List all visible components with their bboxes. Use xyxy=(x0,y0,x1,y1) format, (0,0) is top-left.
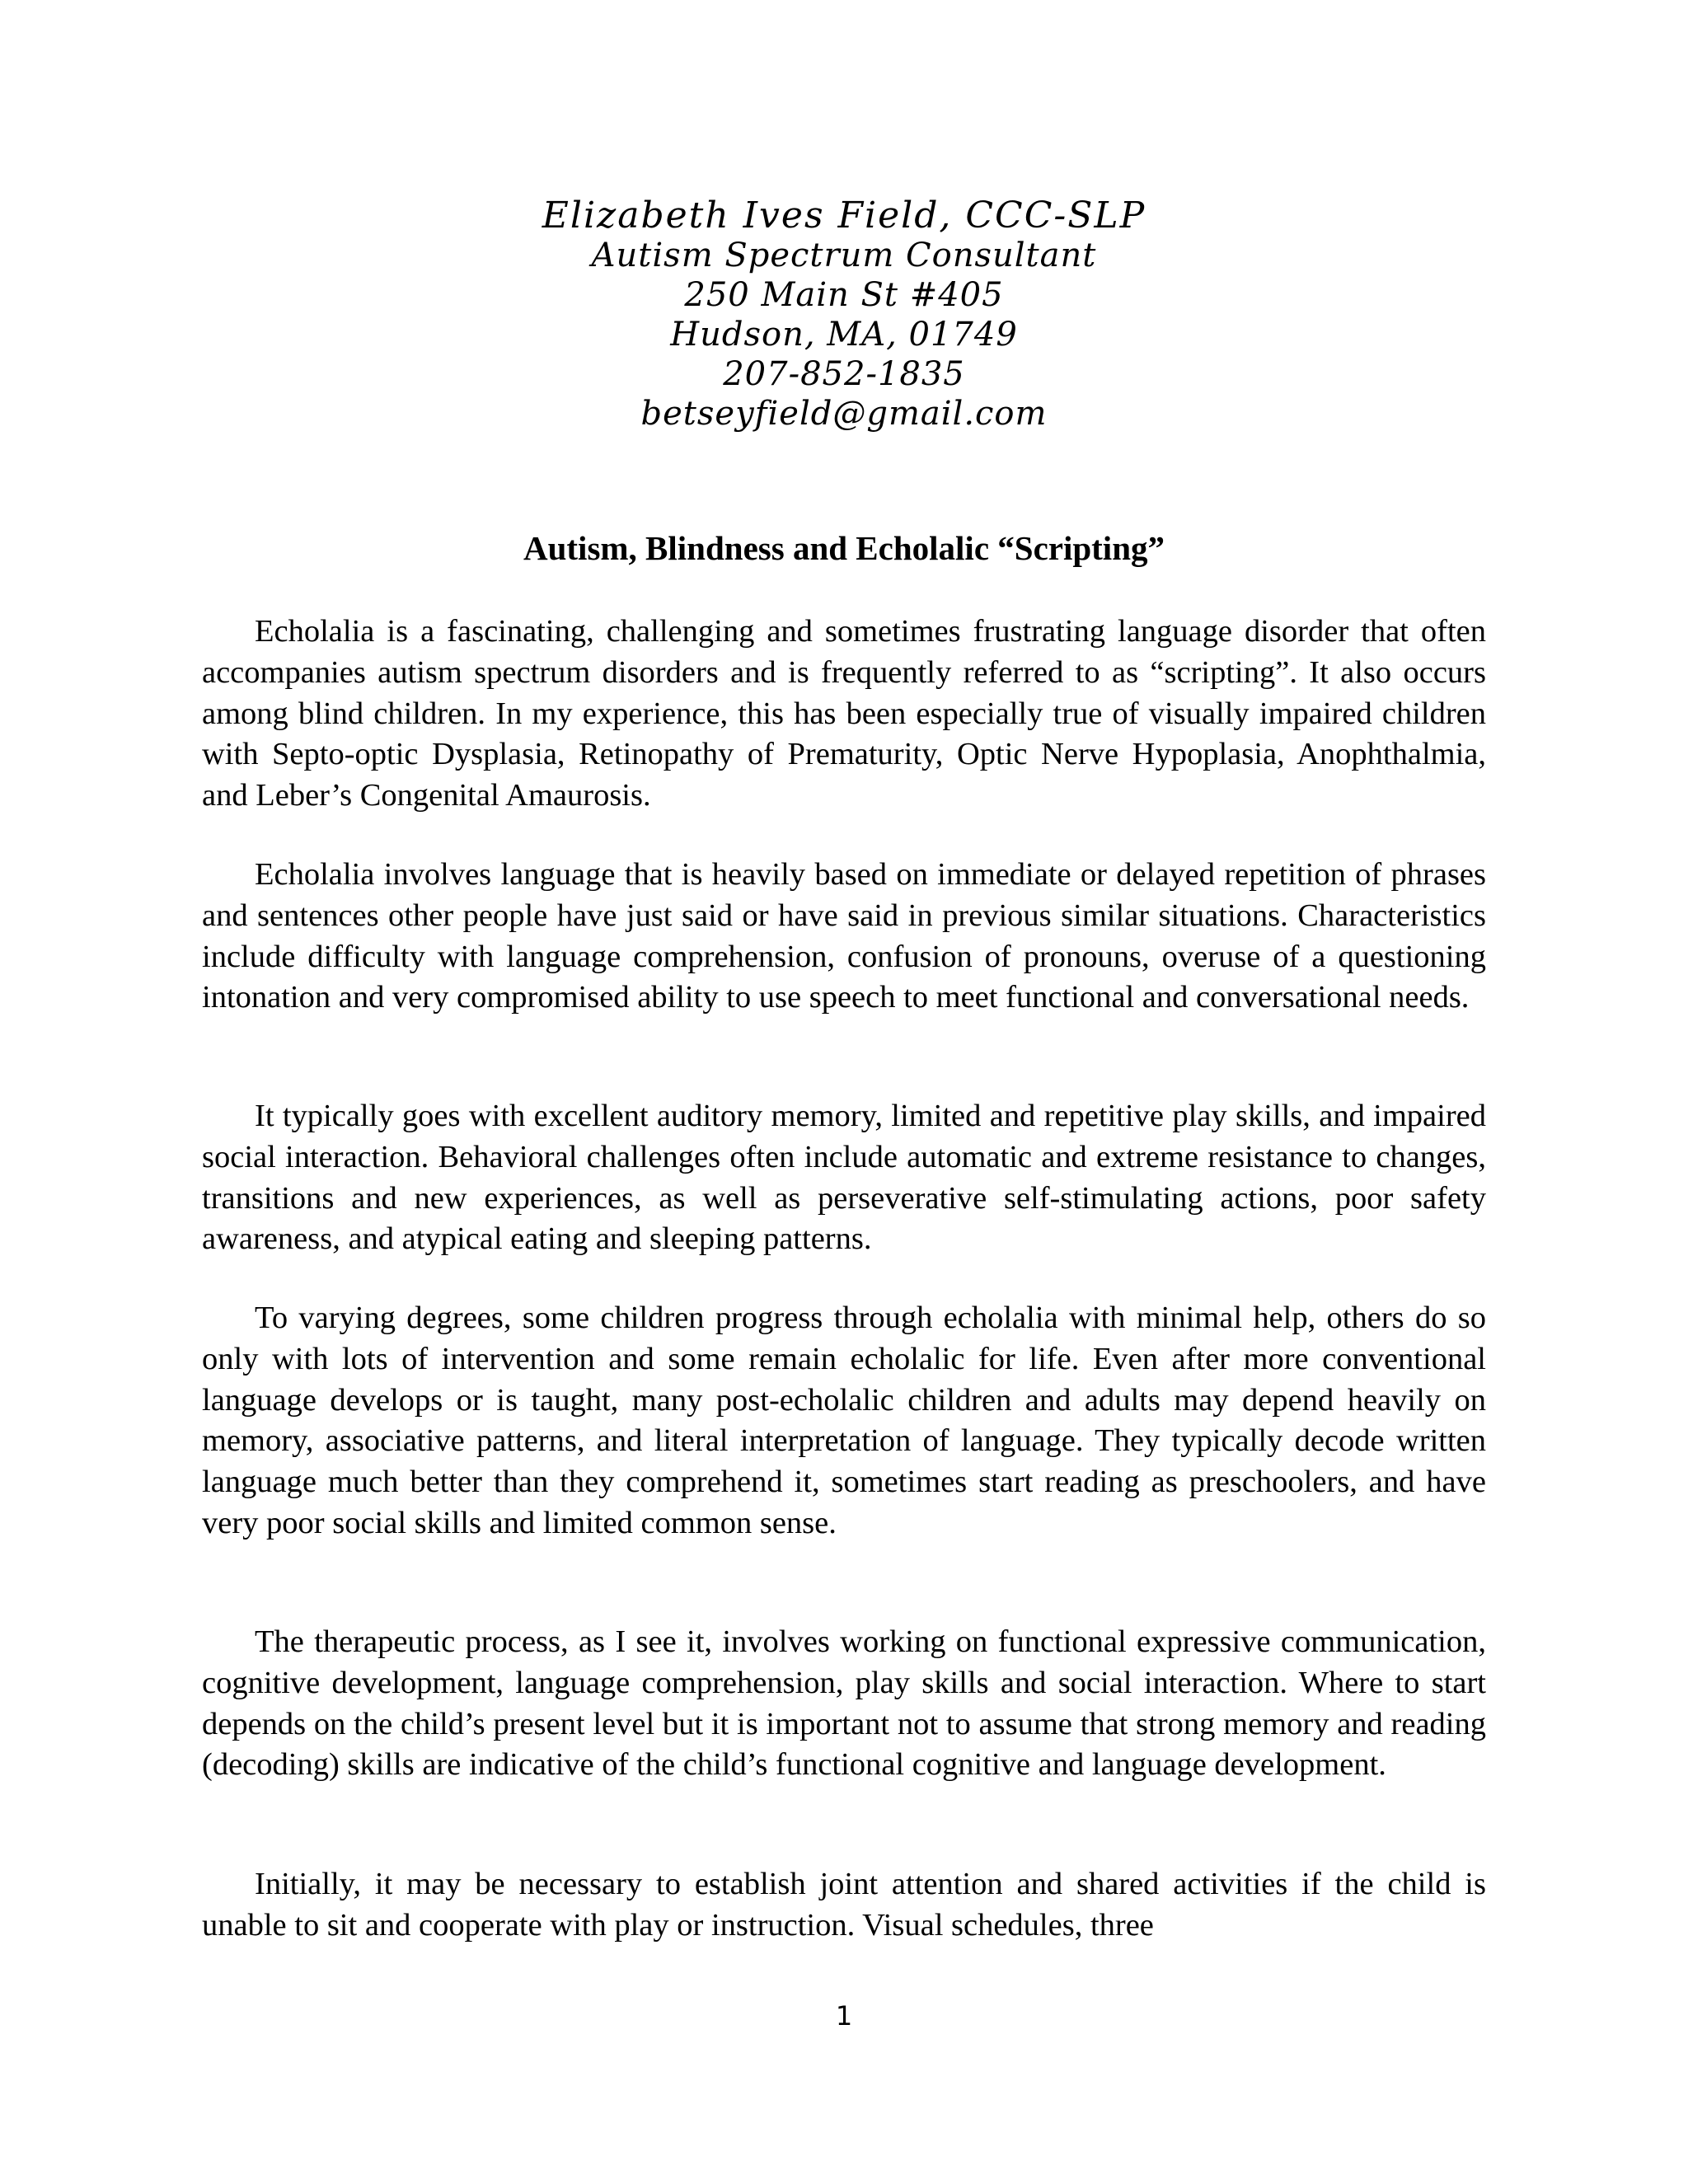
letterhead xyxy=(0,196,1688,434)
paragraph-2: Echolalia involves language that is heavily based on immediate or delayed repetition of phrases and sentences other people have just said or have said in previous similar situations. Characteristics include difficulty with language comprehension, confusion of pronouns, overuse of a questioning intonation and very compromised ability to use speech to meet functional and conversational needs. xyxy=(202,857,1486,1015)
paragraph-1: Echolalia is a fascinating, challenging and sometimes frustrating language disorder that often accompanies autism spectrum disorders and is frequently referred to as “scripting”. It also occurs among blind children. In my experience, this has been especially true of visually impaired children with Septo-optic Dysplasia, Retinopathy of Prematurity, Optic Nerve Hypoplasia, Anophthalmia, and Leber’s Congenital Amaurosis. xyxy=(202,614,1486,813)
email-address: betseyfield@gmail.com xyxy=(640,395,1048,433)
paragraph-3: It typically goes with excellent auditory memory, limited and repetitive play skills, and impaired social interaction. Behavioral challenges often include automatic and extreme resistance to changes, transitions and new experiences, as well as perseverative self-stimulating actions, poor safety awareness, and atypical eating and sleeping patterns. xyxy=(202,1099,1486,1257)
page-number: 1 xyxy=(835,2000,853,2032)
author-name: Elizabeth Ives Field, CCC-SLP xyxy=(542,194,1146,237)
paragraph-6: Initially, it may be necessary to establish joint attention and shared activities if the child is unable to sit and cooperate with play or instruction. Visual schedules, three xyxy=(202,1867,1486,1943)
phone-number: 207-852-1835 xyxy=(723,355,965,393)
author-role: Autism Spectrum Consultant xyxy=(591,237,1097,274)
paragraph-4: To varying degrees, some children progress through echolalia with minimal help, others do so only with lots of intervention and some remain echolalic for life. Even after more conventional language develops or is taught, many post-echolalic children and adults may depend heavily on memory, associative patterns, and literal interpretation of language. They typically decode written language much better than they comprehend it, sometimes start reading as preschoolers, and have very poor social skills and limited common sense. xyxy=(202,1301,1486,1540)
document-title: Autism, Blindness and Echolalic “Scripting” xyxy=(523,529,1165,567)
city-address: Hudson, MA, 01749 xyxy=(670,316,1018,354)
paragraph-5: The therapeutic process, as I see it, involves working on functional expressive communication, cognitive development, language comprehension, play skills and social interaction. Where to start depends on the child’s present level but it is important not to assume that strong memory and reading (decoding) skills are indicative of the child’s functional cognitive and language development. xyxy=(202,1624,1486,1783)
street-address: 250 Main St #405 xyxy=(684,276,1004,314)
